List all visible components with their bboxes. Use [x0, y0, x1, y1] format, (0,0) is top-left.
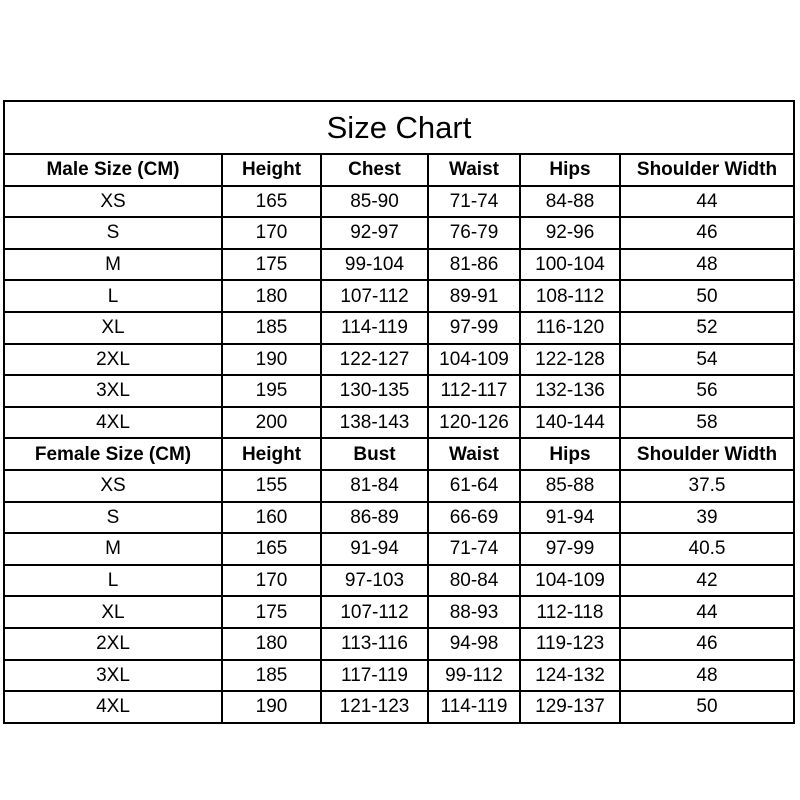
cell-size: L: [5, 565, 222, 597]
cell-waist: 94-98: [428, 628, 520, 660]
cell-size: XS: [5, 186, 222, 218]
cell-height: 160: [222, 502, 321, 534]
cell-shoulder-width: 37.5: [620, 470, 793, 502]
male-header-row: [5, 155, 793, 186]
cell-height: 195: [222, 375, 321, 407]
cell-size: M: [5, 249, 222, 281]
cell-waist: 97-99: [428, 312, 520, 344]
cell-waist: 89-91: [428, 280, 520, 312]
cell-chest-bust: 113-116: [321, 628, 428, 660]
cell-shoulder-width: 52: [620, 312, 793, 344]
male-header-height: Height: [222, 155, 321, 186]
cell-waist: 76-79: [428, 217, 520, 249]
cell-hips: 132-136: [520, 375, 620, 407]
cell-waist: 112-117: [428, 375, 520, 407]
cell-shoulder-width: 46: [620, 628, 793, 660]
cell-hips: 100-104: [520, 249, 620, 281]
cell-hips: 119-123: [520, 628, 620, 660]
cell-shoulder-width: 54: [620, 344, 793, 376]
cell-height: 180: [222, 628, 321, 660]
table-row: [5, 691, 793, 722]
size-table: [5, 155, 793, 722]
cell-chest-bust: 86-89: [321, 502, 428, 534]
table-row: [5, 249, 793, 281]
cell-height: 175: [222, 596, 321, 628]
cell-shoulder-width: 46: [620, 217, 793, 249]
cell-shoulder-width: 42: [620, 565, 793, 597]
cell-chest-bust: 81-84: [321, 470, 428, 502]
cell-waist: 71-74: [428, 533, 520, 565]
cell-chest-bust: 107-112: [321, 280, 428, 312]
cell-shoulder-width: 58: [620, 407, 793, 439]
female-header-hips: Hips: [520, 438, 620, 470]
cell-chest-bust: 107-112: [321, 596, 428, 628]
table-row: [5, 375, 793, 407]
cell-shoulder-width: 48: [620, 249, 793, 281]
cell-hips: 104-109: [520, 565, 620, 597]
cell-shoulder-width: 44: [620, 596, 793, 628]
cell-chest-bust: 121-123: [321, 691, 428, 722]
male-size-section: [5, 155, 793, 438]
cell-hips: 140-144: [520, 407, 620, 439]
table-row: [5, 660, 793, 692]
female-header-row: [5, 438, 793, 470]
cell-shoulder-width: 50: [620, 280, 793, 312]
table-row: [5, 470, 793, 502]
cell-hips: 108-112: [520, 280, 620, 312]
table-row: [5, 407, 793, 439]
cell-chest-bust: 122-127: [321, 344, 428, 376]
cell-hips: 116-120: [520, 312, 620, 344]
cell-hips: 92-96: [520, 217, 620, 249]
cell-waist: 66-69: [428, 502, 520, 534]
cell-height: 180: [222, 280, 321, 312]
cell-size: 3XL: [5, 660, 222, 692]
cell-chest-bust: 138-143: [321, 407, 428, 439]
cell-chest-bust: 92-97: [321, 217, 428, 249]
table-row: [5, 565, 793, 597]
female-header-shoulder-width: Shoulder Width: [620, 438, 793, 470]
cell-waist: 120-126: [428, 407, 520, 439]
cell-size: XS: [5, 470, 222, 502]
cell-height: 185: [222, 660, 321, 692]
cell-hips: 122-128: [520, 344, 620, 376]
cell-height: 155: [222, 470, 321, 502]
female-header-height: Height: [222, 438, 321, 470]
cell-hips: 91-94: [520, 502, 620, 534]
male-header-hips: Hips: [520, 155, 620, 186]
cell-waist: 81-86: [428, 249, 520, 281]
table-row: [5, 312, 793, 344]
cell-height: 165: [222, 186, 321, 218]
cell-size: 4XL: [5, 691, 222, 722]
table-row: [5, 280, 793, 312]
cell-size: XL: [5, 312, 222, 344]
cell-size: M: [5, 533, 222, 565]
cell-waist: 88-93: [428, 596, 520, 628]
cell-size: S: [5, 502, 222, 534]
cell-height: 170: [222, 565, 321, 597]
cell-chest-bust: 99-104: [321, 249, 428, 281]
cell-waist: 99-112: [428, 660, 520, 692]
cell-height: 200: [222, 407, 321, 439]
cell-chest-bust: 85-90: [321, 186, 428, 218]
cell-size: L: [5, 280, 222, 312]
cell-size: XL: [5, 596, 222, 628]
cell-hips: 124-132: [520, 660, 620, 692]
size-chart: [3, 100, 795, 724]
cell-height: 175: [222, 249, 321, 281]
cell-size: 2XL: [5, 344, 222, 376]
cell-height: 165: [222, 533, 321, 565]
male-header-chest-bust: Chest: [321, 155, 428, 186]
cell-size: 3XL: [5, 375, 222, 407]
table-row: [5, 344, 793, 376]
cell-height: 185: [222, 312, 321, 344]
female-size-section: [5, 438, 793, 721]
cell-hips: 129-137: [520, 691, 620, 722]
cell-height: 190: [222, 691, 321, 722]
cell-shoulder-width: 50: [620, 691, 793, 722]
cell-chest-bust: 97-103: [321, 565, 428, 597]
cell-shoulder-width: 56: [620, 375, 793, 407]
cell-waist: 80-84: [428, 565, 520, 597]
chart-title: Size Chart: [5, 102, 793, 155]
male-header-size: Male Size (CM): [46, 159, 180, 181]
cell-size: S: [5, 217, 222, 249]
cell-shoulder-width: 48: [620, 660, 793, 692]
cell-chest-bust: 91-94: [321, 533, 428, 565]
female-header-size: Female Size (CM): [5, 438, 222, 470]
cell-height: 190: [222, 344, 321, 376]
cell-waist: 104-109: [428, 344, 520, 376]
cell-size: 2XL: [5, 628, 222, 660]
cell-hips: 84-88: [520, 186, 620, 218]
table-row: [5, 217, 793, 249]
cell-chest-bust: 117-119: [321, 660, 428, 692]
cell-shoulder-width: 39: [620, 502, 793, 534]
cell-hips: 97-99: [520, 533, 620, 565]
male-header-shoulder-width: Shoulder Width: [620, 155, 793, 186]
table-row: [5, 628, 793, 660]
cell-chest-bust: 114-119: [321, 312, 428, 344]
cell-hips: 85-88: [520, 470, 620, 502]
female-header-waist: Waist: [428, 438, 520, 470]
cell-hips: 112-118: [520, 596, 620, 628]
cell-waist: 114-119: [428, 691, 520, 722]
cell-waist: 61-64: [428, 470, 520, 502]
table-row: [5, 596, 793, 628]
cell-size: 4XL: [5, 407, 222, 439]
table-row: [5, 533, 793, 565]
cell-waist: 71-74: [428, 186, 520, 218]
cell-chest-bust: 130-135: [321, 375, 428, 407]
table-row: [5, 186, 793, 218]
male-header-waist: Waist: [428, 155, 520, 186]
cell-shoulder-width: 44: [620, 186, 793, 218]
cell-shoulder-width: 40.5: [620, 533, 793, 565]
female-header-chest-bust: Bust: [321, 438, 428, 470]
cell-height: 170: [222, 217, 321, 249]
table-row: [5, 502, 793, 534]
